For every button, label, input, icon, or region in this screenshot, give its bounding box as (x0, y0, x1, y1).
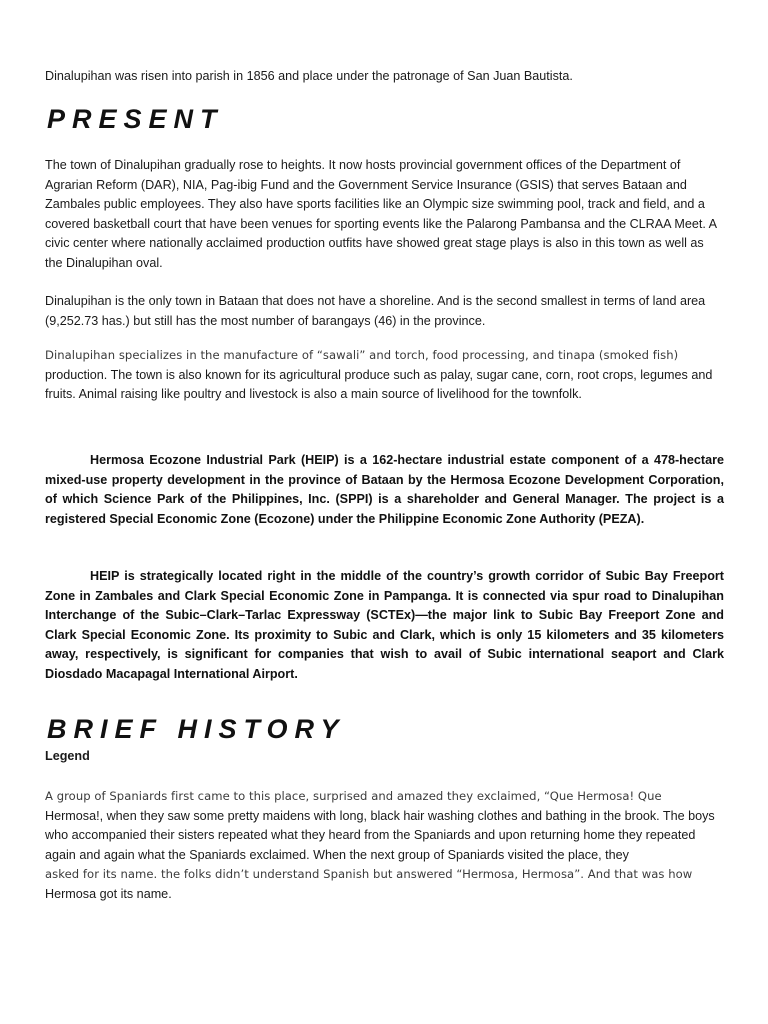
present-paragraph-3 (45, 346, 724, 405)
history-line-5: asked for its name. the folks didn’t understand Spanish but answered “Hermosa, Hermosa”. And that was how (45, 867, 693, 881)
intro-paragraph: Dinalupihan was risen into parish in 1856 and place under the patronage of San Juan Bautista. (45, 69, 573, 83)
history-paragraph (45, 787, 724, 904)
history-middle: Hermosa!, when they saw some pretty maidens with long, black hair washing clothes and bathing in the brook. The boys who accompanied their sisters repeated what they heard from the Spaniards and upon returning home they repeated again and again what the Spaniards exclaimed. When the next group of Spaniards visited the place, they (45, 808, 715, 862)
history-last-line: Hermosa got its name. (45, 886, 172, 901)
legend-subheading: Legend (45, 749, 90, 763)
present-paragraph-1: The town of Dinalupihan gradually rose to heights. It now hosts provincial government offices of the Department of Agrarian Reform (DAR), NIA, Pag-ibig Fund and the Government Service Insurance (GSIS) that serves Bataan and Zambales public employees. They also have sports facilities like an Olympic size swimming pool, track and field, and a covered basketball court that have been venues for sporting events like the Palarong Pambansa and the CLRAA Meet. A civic center where nationally acclaimed production outfits have showed great stage plays is also in this town as well as the Dinalupihan oval. (45, 158, 717, 270)
history-line-1: A group of Spaniards first came to this place, surprised and amazed they exclaimed, “Que Hermosa! Que (45, 789, 662, 803)
present-heading: PRESENT (47, 104, 224, 134)
brief-history-heading: BRIEF HISTORY (47, 714, 346, 744)
heip-paragraph-2 (45, 567, 724, 684)
present-paragraph-3-lead: Dinalupihan specializes in the manufacture of “sawali” and torch, food processing, and tinapa (smoked fish) (45, 348, 679, 362)
heip-paragraph-1-text: Hermosa Ecozone Industrial Park (HEIP) is a 162-hectare industrial estate component of a 478-hectare mixed-use property development in the province of Bataan by the Hermosa Ecozone Development Corporation, of which Science Park of the Philippines, Inc. (SPPI) is a shareholder and General Manager. The project is a registered Special Economic Zone (Ecozone) under the Philippine Economic Zone Authority (PEZA). (45, 453, 724, 526)
heip-paragraph-1 (45, 451, 724, 529)
heip-paragraph-2-text: HEIP is strategically located right in the middle of the country’s growth corridor of Subic Bay Freeport Zone in Zambales and Clark Special Economic Zone in Pampanga. It is connected via spur road to Dinalupihan Interchange of the Subic–Clark–Tarlac Expressway (SCTEx)—the major link to Subic Bay Freeport Zone and Clark Special Economic Zone. Its proximity to Subic and Clark, which is only 15 kilometers and 35 kilometers away, respectively, is significant for companies that wish to avail of Subic international seaport and Clark Diosdado Macapagal International Airport. (45, 569, 724, 681)
present-paragraph-3-rest: production. The town is also known for its agricultural produce such as palay, sugar cane, corn, root crops, legumes and fruits. Animal raising like poultry and livestock is also a main source of livelihood for the townfolk. (45, 367, 713, 401)
present-paragraph-2: Dinalupihan is the only town in Bataan that does not have a shoreline. And is the second smallest in terms of land area (9,252.73 has.) but still has the most number of barangays (46) in the province. (45, 294, 706, 328)
